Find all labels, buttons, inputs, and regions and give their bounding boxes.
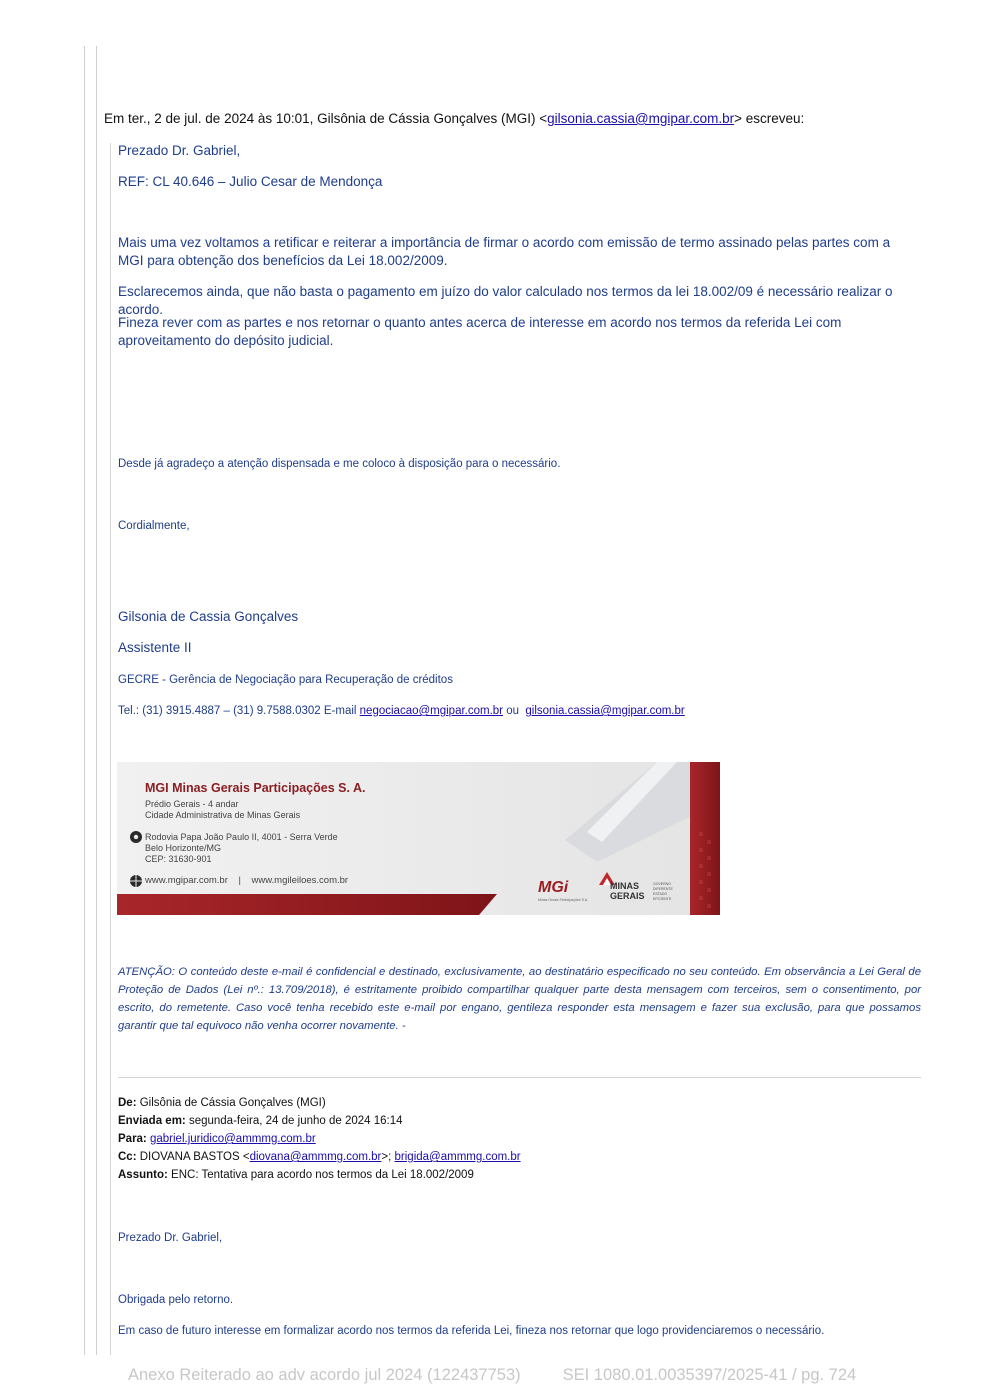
forward-sent [118, 1115, 403, 1127]
minas-gerais-logo-line2: GERAIS [610, 891, 645, 901]
minas-gerais-logo-sub4: EFICIENTE [653, 897, 672, 901]
forward-subject-value: ENC: Tentativa para acordo nos termos da Lei 18.002/2009 [167, 1169, 474, 1181]
forward-subject-label: Assunto: [118, 1169, 168, 1181]
signature-contact [118, 702, 685, 720]
banner-address2: Belo Horizonte/MG [145, 843, 222, 853]
signature-phone: Tel.: (31) 3915.4887 – (31) 9.7588.0302 E-mail [118, 705, 360, 717]
signature-name: Gilsonia de Cassia Gonçalves [118, 609, 299, 624]
quote-line [110, 143, 111, 1355]
forward-greeting: Prezado Dr. Gabriel, [118, 1232, 223, 1244]
signature-email-gilsonia-link[interactable]: gilsonia.cassia@mgipar.com.br [525, 705, 685, 717]
closing-line: Cordialmente, [118, 520, 190, 532]
forward-cc-email1-link[interactable]: diovana@ammmg.com.br [249, 1151, 382, 1163]
reply-header [104, 111, 804, 126]
banner-company-name: MGI Minas Gerais Participações S. A. [145, 781, 366, 795]
signature-or: ou [503, 705, 523, 717]
forward-cc-separator: >; [381, 1151, 395, 1163]
banner-address1: Rodovia Papa João Paulo II, 4001 - Serra Verde [145, 832, 338, 842]
confidentiality-notice: ATENÇÃO: O conteúdo deste e-mail é confidencial e destinado, exclusivamente, ao destinatário especificado no seu conteúdo. Em observância a Lei Geral de Proteção de Dados (Lei nº.: 13.709/2018), é estritamente proibido compartilhar qualquer parte desta mensagem com terceiros, sem o consentimento, por escrito, do remetente. Caso você tenha recebido este e-mail por engano, gentileza responder esta mensagem e fazer sua exclusão, para que possamos garantir que tal equivoco não venha ocorrer novamente. - [118, 966, 921, 1032]
reply-header-prefix: Em ter., 2 de jul. de 2024 às 10:01, Gilsônia de Cássia Gonçalves (MGI) < [104, 111, 548, 126]
minas-gerais-logo-sub3: ESTADO [653, 892, 668, 896]
footer-attachment: Anexo Reiterado ao adv acordo jul 2024 (122437753) [128, 1366, 521, 1384]
minas-gerais-logo-sub2: DIFERENTE [653, 887, 673, 891]
reply-header-email-link[interactable]: gilsonia.cassia@mgipar.com.br [547, 111, 735, 126]
paragraph-1: Mais uma vez voltamos a retificar e reiterar a importância de firmar o acordo com emissão de termo assinado pelas partes com a MGI para obtenção dos benefícios da Lei 18.002/2009. [118, 235, 891, 268]
signature-department: GECRE - Gerência de Negociação para Recuperação de créditos [118, 674, 453, 686]
paragraph-2: Esclarecemos ainda, que não basta o pagamento em juízo do valor calculado nos termos da lei 18.002/09 é necessário realizar o acordo. [118, 284, 893, 317]
divider [118, 1077, 921, 1078]
page-footer [128, 1366, 856, 1385]
forward-subject [118, 1169, 474, 1181]
forward-cc-label: Cc: [118, 1151, 137, 1163]
thanks-line: Desde já agradeço a atenção dispensada e me coloco à disposição para o necessário. [118, 458, 561, 470]
mgi-logo: MGi [538, 879, 569, 896]
forward-to-email-link[interactable]: gabriel.juridico@ammmg.com.br [149, 1133, 316, 1145]
signature-email-negociacao-link[interactable]: negociacao@mgipar.com.br [359, 705, 504, 717]
thread-line-inner [96, 46, 97, 1355]
forward-sent-label: Enviada em: [118, 1115, 186, 1127]
forward-sent-value: segunda-feira, 24 de junho de 2024 16:14 [185, 1115, 403, 1127]
forward-from-value: Gilsônia de Cássia Gonçalves (MGI) [136, 1097, 326, 1109]
mgi-logo-subtitle: Minas Gerais Participações S.A. [538, 898, 589, 902]
forward-from [118, 1097, 326, 1109]
banner-websites: www.mgipar.com.br | www.mgileiloes.com.br [145, 875, 349, 886]
forward-cc-email2-link[interactable]: brigida@ammmg.com.br [394, 1151, 521, 1163]
banner-cep: CEP: 31630-901 [145, 854, 212, 864]
footer-sei-reference: SEI 1080.01.0035397/2025-41 / pg. 724 [562, 1366, 857, 1384]
reference-line: REF: CL 40.646 – Julio Cesar de Mendonça [118, 174, 383, 189]
location-pin-icon [130, 831, 142, 843]
forward-to [118, 1133, 316, 1145]
forward-to-label: Para: [118, 1133, 147, 1145]
signature-role: Assistente II [118, 640, 192, 655]
forward-thanks: Obrigada pelo retorno. [118, 1294, 234, 1306]
paragraph-3: Fineza rever com as partes e nos retornar o quanto antes acerca de interesse em acordo nos termos da referida Lei com aproveitamento do depósito judicial. [118, 315, 842, 348]
forward-cc-name: DIOVANA BASTOS < [136, 1151, 250, 1163]
forward-from-label: De: [118, 1097, 137, 1109]
globe-icon [130, 875, 142, 887]
reply-header-suffix: > escreveu: [734, 111, 805, 126]
banner-complex: Cidade Administrativa de Minas Gerais [145, 810, 301, 820]
thread-line-outer [84, 46, 85, 1355]
greeting: Prezado Dr. Gabriel, [118, 143, 241, 158]
forward-cc [118, 1151, 521, 1163]
company-signature-banner [117, 762, 720, 915]
forward-paragraph: Em caso de futuro interesse em formalizar acordo nos termos da referida Lei, fineza nos retornar que logo providenciaremos o necessário. [118, 1325, 825, 1337]
banner-building: Prédio Gerais - 4 andar [145, 799, 239, 809]
minas-gerais-logo-sub1: GOVERNO [653, 882, 671, 886]
minas-gerais-logo-line1: MINAS [610, 881, 639, 891]
